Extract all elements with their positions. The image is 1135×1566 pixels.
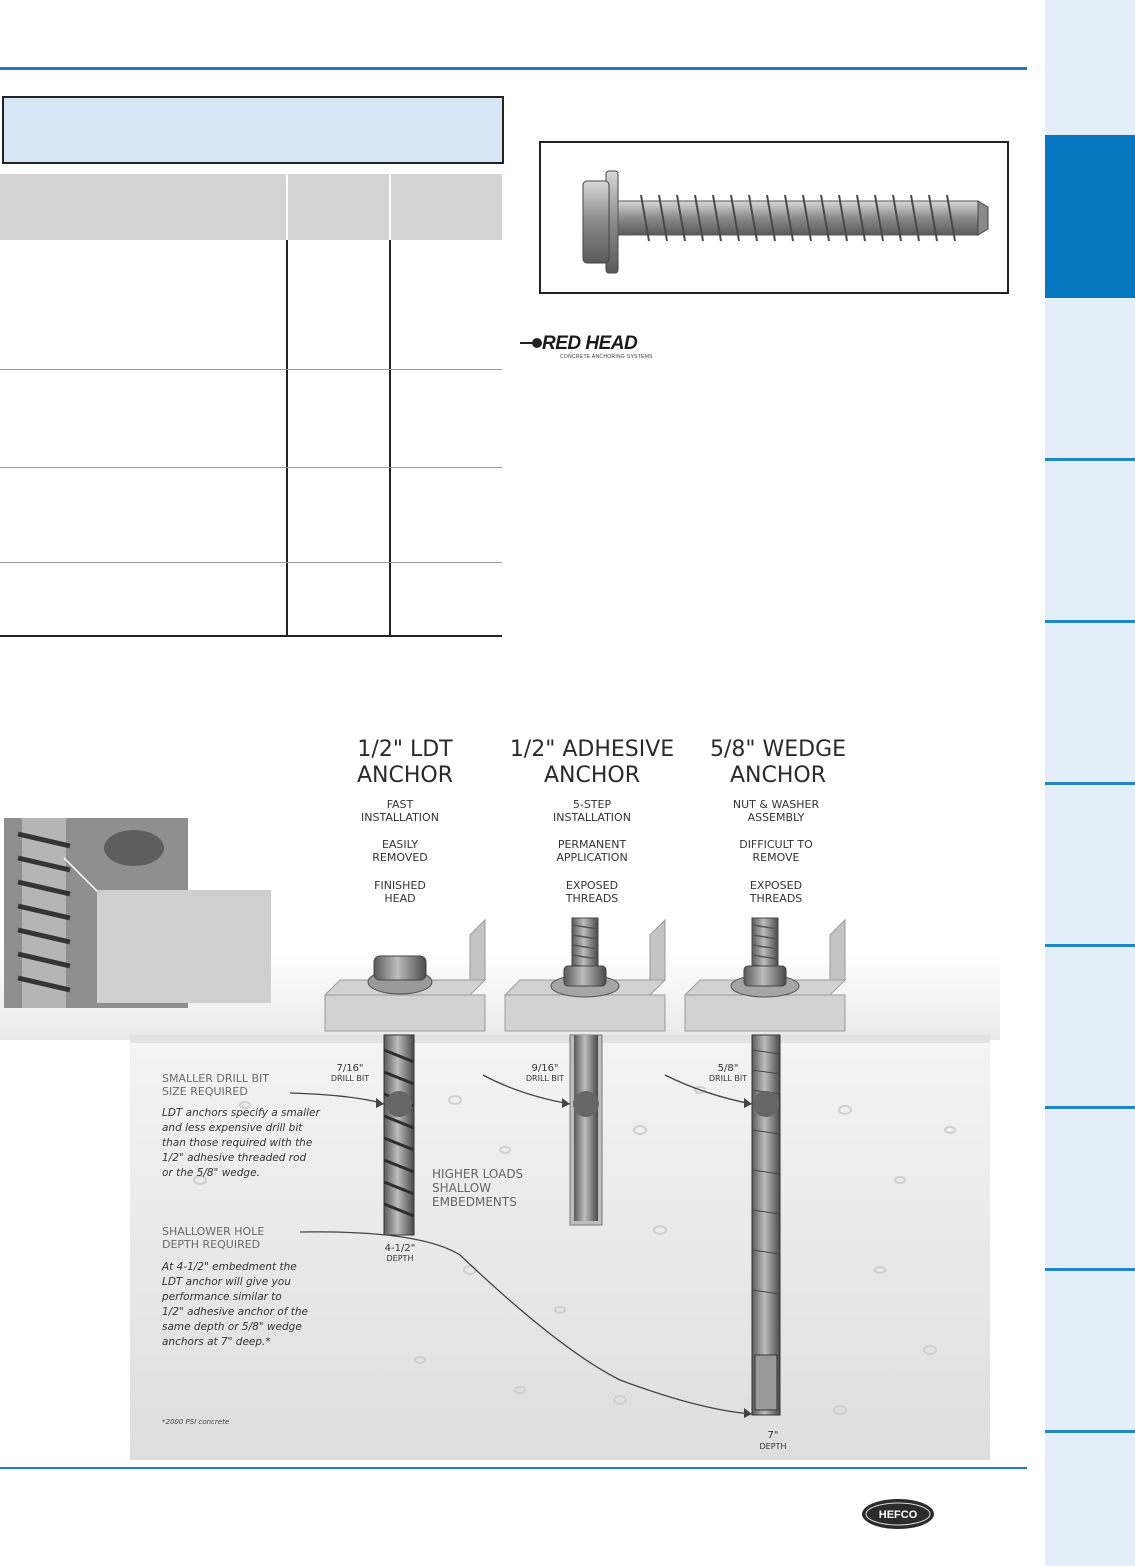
adhesive-feature: PERMANENT — [557, 838, 627, 851]
logo-text: RED HEAD — [542, 333, 638, 354]
header-rule — [0, 67, 1027, 70]
callout-drill-bit-body: or the 5/8" wedge. — [162, 1167, 260, 1179]
callout-hole-depth-body: 1/2" adhesive anchor of the — [162, 1306, 308, 1318]
spec-table-bottom-rule — [0, 635, 502, 637]
ldt-feature: HEAD — [384, 892, 416, 905]
adhesive-feature: APPLICATION — [556, 851, 628, 864]
wedge-title-line2: ANCHOR — [729, 763, 827, 788]
wedge-depth-label: DEPTH — [759, 1442, 787, 1451]
wedge-bit-label: DRILL BIT — [708, 1074, 748, 1083]
callout-hole-depth-body: LDT anchor will give you — [162, 1276, 291, 1288]
ldt-depth-label: DEPTH — [386, 1254, 414, 1263]
wedge-feature: DIFFICULT TO — [739, 838, 813, 851]
higher-loads-text: HIGHER LOADS — [432, 1167, 524, 1181]
wedge-feature: NUT & WASHER — [732, 798, 820, 811]
wedge-bit-size: 5/8" — [717, 1063, 739, 1074]
section-tab-active[interactable] — [1045, 135, 1135, 298]
ldt-title-line2: ANCHOR — [356, 763, 454, 788]
callout-hole-depth-body: anchors at 7" deep.* — [162, 1336, 271, 1348]
footnote: *2000 PSI concrete — [162, 1418, 230, 1426]
adhesive-feature: THREADS — [565, 892, 619, 905]
section-tab[interactable] — [1045, 1106, 1135, 1109]
adhesive-title-line2: ANCHOR — [543, 763, 641, 788]
table-column-divider — [389, 240, 391, 635]
red-head-logo — [520, 333, 670, 361]
callout-hole-depth-title: DEPTH REQUIRED — [162, 1238, 261, 1251]
hefco-logo-mark — [860, 1497, 936, 1531]
logo-mark-icon — [520, 336, 542, 350]
adhesive-feature: INSTALLATION — [553, 811, 631, 824]
callout-drill-bit-body: LDT anchors specify a smaller — [162, 1107, 320, 1119]
callout-hole-depth-body: same depth or 5/8" wedge — [162, 1321, 302, 1333]
ldt-depth: 4-1/2" — [384, 1243, 416, 1254]
callout-hole-depth-body: performance similar to — [162, 1291, 282, 1303]
section-tab[interactable] — [1045, 620, 1135, 623]
spec-table-body — [0, 240, 502, 636]
callout-drill-bit-body: than those required with the — [162, 1137, 313, 1149]
adhesive-bit-label: DRILL BIT — [525, 1074, 565, 1083]
ldt-feature: EASILY — [381, 838, 419, 851]
ldt-bit-size: 7/16" — [336, 1063, 364, 1074]
footer-rule — [0, 1467, 1027, 1469]
ldt-feature: INSTALLATION — [361, 811, 439, 824]
logo-subtitle: CONCRETE ANCHORING SYSTEMS — [560, 354, 653, 360]
callout-drill-bit-body: and less expensive drill bit — [162, 1122, 303, 1134]
table-row — [0, 467, 502, 468]
callout-drill-bit-body: 1/2" adhesive threaded rod — [162, 1152, 307, 1164]
wedge-feature: ASSEMBLY — [747, 811, 805, 824]
adhesive-title-line1: 1/2" ADHESIVE — [509, 737, 675, 762]
ldt-bit-label: DRILL BIT — [330, 1074, 370, 1083]
ldt-feature: FINISHED — [374, 879, 426, 892]
wedge-feature: THREADS — [749, 892, 803, 905]
hefco-logo — [860, 1497, 936, 1531]
callout-drill-bit-title: SMALLER DRILL BIT — [162, 1072, 269, 1085]
ldt-feature: REMOVED — [372, 851, 428, 864]
ldt-title-line1: 1/2" LDT — [357, 737, 453, 762]
spec-table-title — [2, 96, 504, 164]
higher-loads-text: SHALLOW — [432, 1181, 492, 1195]
callout-hole-depth-title: SHALLOWER HOLE — [162, 1225, 265, 1238]
product-image — [539, 141, 1009, 294]
section-tab[interactable] — [1045, 458, 1135, 461]
section-tab[interactable] — [1045, 944, 1135, 947]
section-tab[interactable] — [1045, 1430, 1135, 1433]
section-tab[interactable] — [1045, 1268, 1135, 1271]
callout-hole-depth-body: At 4-1/2" embedment the — [162, 1261, 297, 1273]
spec-table-header — [0, 174, 502, 240]
table-column-divider — [286, 240, 288, 635]
adhesive-feature: EXPOSED — [565, 879, 619, 892]
wedge-feature: EXPOSED — [749, 879, 803, 892]
callout-drill-bit-title: SIZE REQUIRED — [162, 1085, 248, 1098]
screw-anchor-illustration — [541, 143, 1007, 292]
adhesive-bit-size: 9/16" — [531, 1063, 559, 1074]
section-tab[interactable] — [1045, 782, 1135, 785]
wedge-feature: REMOVE — [752, 851, 800, 864]
table-row — [0, 369, 502, 370]
adhesive-feature: 5-STEP — [572, 798, 612, 811]
higher-loads-text: EMBEDMENTS — [432, 1195, 517, 1209]
table-row — [0, 562, 502, 563]
wedge-title-line1: 5/8" WEDGE — [709, 737, 847, 762]
wedge-depth: 7" — [767, 1430, 779, 1441]
hefco-logo-text: HEFCO — [878, 1509, 918, 1521]
inset-caption-box — [97, 890, 271, 1003]
ldt-feature: FAST — [386, 798, 414, 811]
